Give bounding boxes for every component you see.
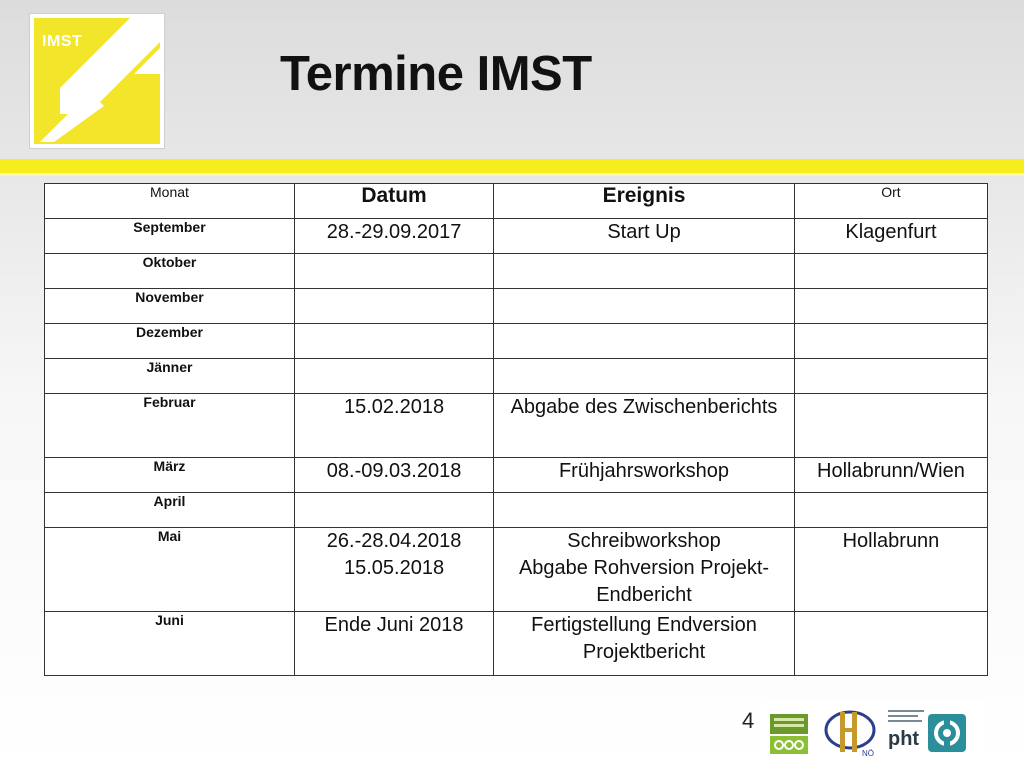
cell-ort	[794, 324, 987, 359]
schedule-table	[44, 183, 988, 676]
cell-monat: September	[45, 219, 295, 254]
page-number: 4	[742, 708, 755, 733]
cell-ereignis: Schreibworkshop Abgabe Rohversion Projekt-Endbericht	[494, 528, 795, 612]
header-accent-line	[0, 173, 1024, 176]
cell-ereignis	[494, 324, 795, 359]
table-row	[45, 359, 988, 394]
cell-monat: Oktober	[45, 254, 295, 289]
cell-monat: November	[45, 289, 295, 324]
header-ort: Ort	[794, 184, 987, 219]
cell-monat: Mai	[45, 528, 295, 612]
table-row	[45, 493, 988, 528]
table-row	[45, 254, 988, 289]
cell-ereignis	[494, 493, 795, 528]
cell-monat: Jänner	[45, 359, 295, 394]
cell-datum	[294, 493, 493, 528]
cell-ereignis: Start Up	[494, 219, 795, 254]
table-row	[45, 528, 988, 612]
pht-logo-mark	[928, 714, 966, 752]
imst-logo	[29, 13, 165, 149]
cell-ereignis: Abgabe des Zwischenberichts	[494, 394, 795, 458]
table-row	[45, 219, 988, 254]
pht-logo-text: pht	[888, 728, 920, 750]
header-datum: Datum	[294, 184, 493, 219]
cell-datum	[294, 359, 493, 394]
header-monat: Monat	[45, 184, 295, 219]
cell-datum	[294, 324, 493, 359]
partner-logos	[762, 700, 984, 760]
cell-ort	[794, 493, 987, 528]
table-row	[45, 612, 988, 676]
page-title: Termine IMST	[280, 47, 592, 101]
table-row	[45, 289, 988, 324]
cell-monat: Februar	[45, 394, 295, 458]
cell-datum: 26.-28.04.2018 15.05.2018	[294, 528, 493, 612]
table-row	[45, 458, 988, 493]
cell-datum: 08.-09.03.2018	[294, 458, 493, 493]
header-ereignis: Ereignis	[494, 184, 795, 219]
cell-ort	[794, 394, 987, 458]
cell-ort	[794, 289, 987, 324]
cell-ereignis	[494, 359, 795, 394]
aeccc-logo	[768, 712, 810, 756]
cell-monat: März	[45, 458, 295, 493]
cell-ereignis	[494, 254, 795, 289]
cell-ort	[794, 254, 987, 289]
cell-ereignis: Frühjahrsworkshop	[494, 458, 795, 493]
cell-datum: 28.-29.09.2017	[294, 219, 493, 254]
cell-monat: April	[45, 493, 295, 528]
cell-datum: Ende Juni 2018	[294, 612, 493, 676]
cell-ort	[794, 612, 987, 676]
ph-noe-logo	[822, 706, 880, 758]
cell-datum	[294, 289, 493, 324]
cell-datum: 15.02.2018	[294, 394, 493, 458]
cell-monat: Dezember	[45, 324, 295, 359]
cell-ereignis	[494, 289, 795, 324]
cell-datum	[294, 254, 493, 289]
table-row	[45, 394, 988, 458]
pht-caption-graphic	[888, 708, 926, 722]
cell-ort: Hollabrunn/Wien	[794, 458, 987, 493]
cell-ort: Klagenfurt	[794, 219, 987, 254]
logo-text: IMST	[42, 33, 83, 50]
svg-text:NÖ: NÖ	[862, 749, 874, 758]
cell-ort: Hollabrunn	[794, 528, 987, 612]
cell-ereignis: Fertigstellung Endversion Projektbericht	[494, 612, 795, 676]
table-header-row	[45, 184, 988, 219]
header-accent-bar	[0, 159, 1024, 173]
cell-monat: Juni	[45, 612, 295, 676]
cell-ort	[794, 359, 987, 394]
table-row	[45, 324, 988, 359]
